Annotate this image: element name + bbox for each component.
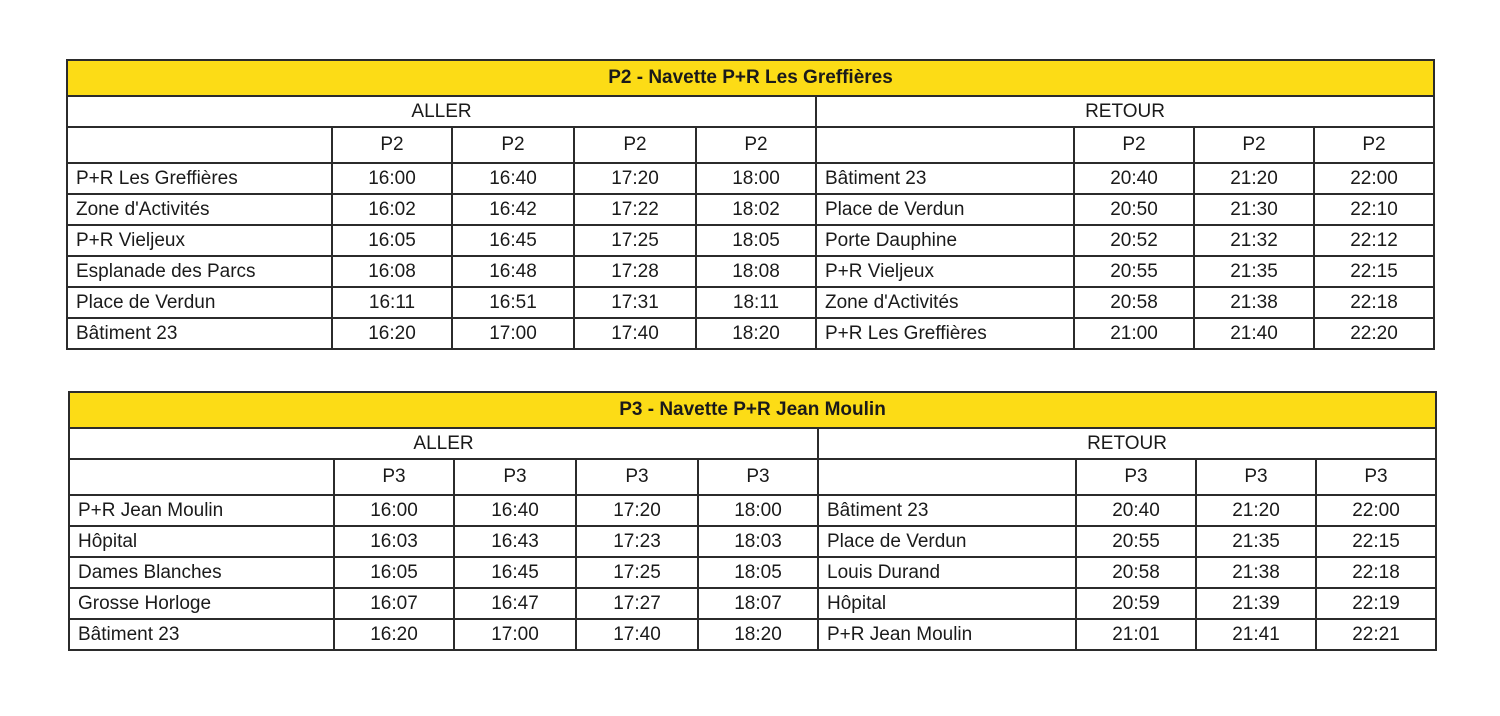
departure-time: 16:20	[332, 318, 452, 349]
empty-cell	[69, 459, 334, 495]
departure-time: 20:50	[1074, 194, 1194, 225]
title-row	[67, 60, 1434, 96]
departure-time: 17:25	[576, 557, 698, 588]
line-code: P3	[1076, 459, 1196, 495]
stop-name: Louis Durand	[818, 557, 1076, 588]
empty-cell	[67, 127, 332, 163]
stop-name: Porte Dauphine	[816, 225, 1074, 256]
departure-time: 17:20	[574, 163, 696, 194]
departure-time: 17:31	[574, 287, 696, 318]
departure-time: 18:08	[696, 256, 816, 287]
stop-name: Zone d'Activités	[67, 194, 332, 225]
table-row	[69, 495, 1436, 526]
stop-name: P+R Jean Moulin	[69, 495, 334, 526]
departure-time: 22:20	[1314, 318, 1434, 349]
line-code: P2	[452, 127, 574, 163]
departure-time: 16:05	[332, 225, 452, 256]
departure-time: 22:00	[1316, 495, 1436, 526]
departure-time: 21:35	[1194, 256, 1314, 287]
line-code: P3	[454, 459, 576, 495]
line-code: P3	[1196, 459, 1316, 495]
departure-time: 17:40	[576, 619, 698, 650]
departure-time: 16:42	[452, 194, 574, 225]
departure-time: 20:40	[1076, 495, 1196, 526]
stop-name: Grosse Horloge	[69, 588, 334, 619]
departure-time: 22:10	[1314, 194, 1434, 225]
stop-name: Hôpital	[818, 588, 1076, 619]
departure-time: 21:30	[1194, 194, 1314, 225]
direction-row	[69, 428, 1436, 459]
aller-header: ALLER	[67, 96, 816, 127]
departure-time: 20:55	[1076, 526, 1196, 557]
departure-time: 21:20	[1196, 495, 1316, 526]
stop-name: P+R Les Greffières	[816, 318, 1074, 349]
stop-name: Place de Verdun	[818, 526, 1076, 557]
departure-time: 18:20	[696, 318, 816, 349]
stop-name: P+R Vieljeux	[816, 256, 1074, 287]
departure-time: 21:01	[1076, 619, 1196, 650]
departure-time: 16:05	[334, 557, 454, 588]
departure-time: 16:08	[332, 256, 452, 287]
table-row	[67, 194, 1434, 225]
departure-time: 17:25	[574, 225, 696, 256]
departure-time: 18:05	[696, 225, 816, 256]
departure-time: 21:38	[1196, 557, 1316, 588]
departure-time: 16:20	[334, 619, 454, 650]
retour-header: RETOUR	[818, 428, 1436, 459]
table-row	[69, 526, 1436, 557]
departure-time: 22:12	[1314, 225, 1434, 256]
table-row	[69, 588, 1436, 619]
departure-time: 17:00	[454, 619, 576, 650]
stop-name: Hôpital	[69, 526, 334, 557]
departure-time: 16:40	[454, 495, 576, 526]
stop-name: Place de Verdun	[67, 287, 332, 318]
departure-time: 18:00	[698, 495, 818, 526]
departure-time: 22:15	[1316, 526, 1436, 557]
departure-time: 17:00	[452, 318, 574, 349]
departure-time: 17:28	[574, 256, 696, 287]
departure-time: 22:15	[1314, 256, 1434, 287]
departure-time: 16:45	[452, 225, 574, 256]
departure-time: 18:03	[698, 526, 818, 557]
departure-time: 20:59	[1076, 588, 1196, 619]
stop-name: Bâtiment 23	[818, 495, 1076, 526]
departure-time: 20:52	[1074, 225, 1194, 256]
departure-time: 22:18	[1316, 557, 1436, 588]
departure-time: 18:20	[698, 619, 818, 650]
departure-time: 22:21	[1316, 619, 1436, 650]
stop-name: Esplanade des Parcs	[67, 256, 332, 287]
stop-name: Zone d'Activités	[816, 287, 1074, 318]
departure-time: 20:40	[1074, 163, 1194, 194]
stop-name: Dames Blanches	[69, 557, 334, 588]
table-row	[67, 225, 1434, 256]
line-code: P2	[1314, 127, 1434, 163]
departure-time: 16:40	[452, 163, 574, 194]
retour-header: RETOUR	[816, 96, 1434, 127]
departure-time: 18:02	[696, 194, 816, 225]
table-row	[69, 619, 1436, 650]
table-row	[69, 557, 1436, 588]
departure-time: 17:27	[576, 588, 698, 619]
line-code: P2	[574, 127, 696, 163]
departure-time: 22:00	[1314, 163, 1434, 194]
departure-time: 18:00	[696, 163, 816, 194]
table-row	[67, 256, 1434, 287]
departure-time: 22:18	[1314, 287, 1434, 318]
stop-name: Bâtiment 23	[816, 163, 1074, 194]
departure-time: 16:51	[452, 287, 574, 318]
departure-time: 21:38	[1194, 287, 1314, 318]
timetable-p3	[68, 391, 1437, 651]
departure-time: 20:58	[1074, 287, 1194, 318]
departure-time: 17:22	[574, 194, 696, 225]
line-code: P2	[696, 127, 816, 163]
table-row	[67, 287, 1434, 318]
departure-time: 17:40	[574, 318, 696, 349]
departure-time: 22:19	[1316, 588, 1436, 619]
departure-time: 20:55	[1074, 256, 1194, 287]
table-row	[67, 163, 1434, 194]
stop-name: Bâtiment 23	[67, 318, 332, 349]
line-code-row	[67, 127, 1434, 163]
line-code: P3	[576, 459, 698, 495]
departure-time: 17:23	[576, 526, 698, 557]
departure-time: 16:45	[454, 557, 576, 588]
departure-time: 16:48	[452, 256, 574, 287]
line-code: P2	[1074, 127, 1194, 163]
stop-name: P+R Les Greffières	[67, 163, 332, 194]
departure-time: 16:00	[334, 495, 454, 526]
departure-time: 18:11	[696, 287, 816, 318]
empty-cell	[816, 127, 1074, 163]
direction-row	[67, 96, 1434, 127]
aller-header: ALLER	[69, 428, 818, 459]
timetable-p2	[66, 59, 1435, 350]
line-code: P3	[698, 459, 818, 495]
departure-time: 21:41	[1196, 619, 1316, 650]
departure-time: 16:00	[332, 163, 452, 194]
line-code: P3	[334, 459, 454, 495]
line-code-row	[69, 459, 1436, 495]
table-title: P3 - Navette P+R Jean Moulin	[69, 392, 1436, 428]
departure-time: 21:40	[1194, 318, 1314, 349]
departure-time: 21:20	[1194, 163, 1314, 194]
departure-time: 16:02	[332, 194, 452, 225]
departure-time: 16:47	[454, 588, 576, 619]
departure-time: 17:20	[576, 495, 698, 526]
departure-time: 20:58	[1076, 557, 1196, 588]
departure-time: 21:00	[1074, 318, 1194, 349]
departure-time: 21:32	[1194, 225, 1314, 256]
departure-time: 16:43	[454, 526, 576, 557]
empty-cell	[818, 459, 1076, 495]
title-row	[69, 392, 1436, 428]
departure-time: 21:35	[1196, 526, 1316, 557]
departure-time: 18:07	[698, 588, 818, 619]
departure-time: 18:05	[698, 557, 818, 588]
departure-time: 16:03	[334, 526, 454, 557]
departure-time: 16:11	[332, 287, 452, 318]
line-code: P2	[1194, 127, 1314, 163]
departure-time: 16:07	[334, 588, 454, 619]
stop-name: P+R Vieljeux	[67, 225, 332, 256]
departure-time: 21:39	[1196, 588, 1316, 619]
line-code: P2	[332, 127, 452, 163]
table-row	[67, 318, 1434, 349]
table-title: P2 - Navette P+R Les Greffières	[67, 60, 1434, 96]
stop-name: Bâtiment 23	[69, 619, 334, 650]
stop-name: P+R Jean Moulin	[818, 619, 1076, 650]
line-code: P3	[1316, 459, 1436, 495]
stop-name: Place de Verdun	[816, 194, 1074, 225]
